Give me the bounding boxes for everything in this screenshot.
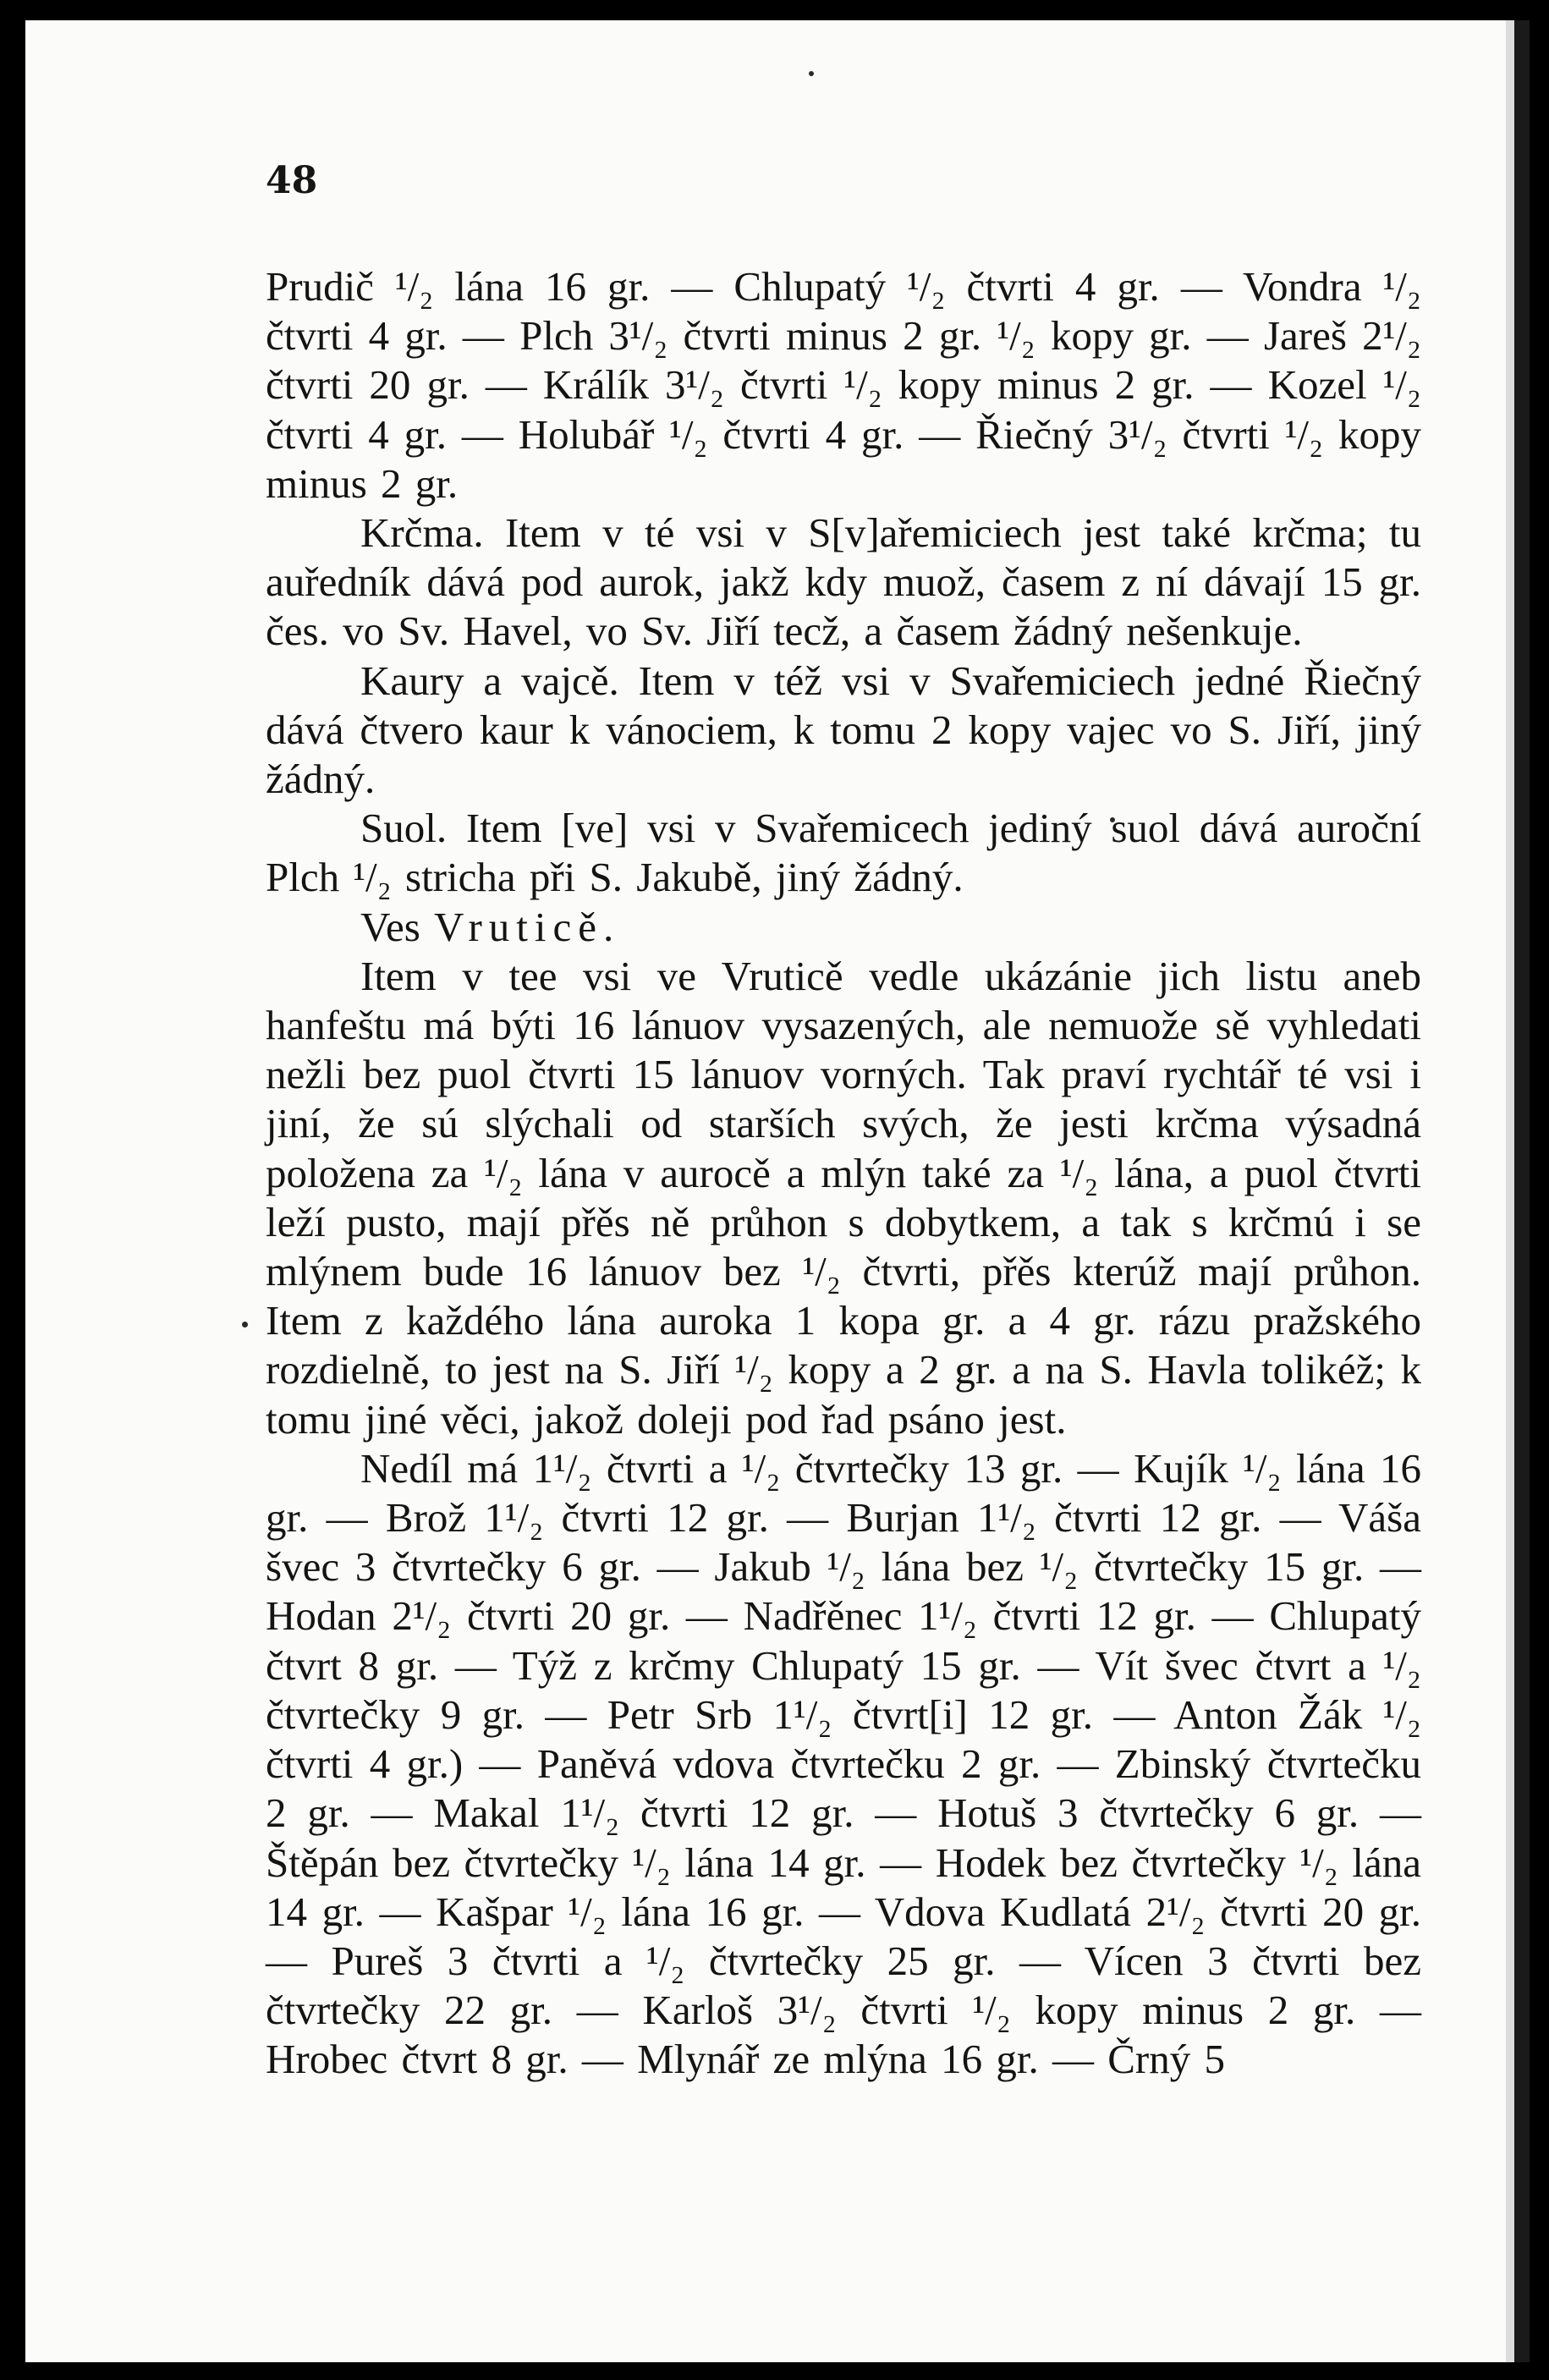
paragraph-vrutice-description: Item v tee vsi ve Vruticě vedle ukázánie jich listu aneb hanfeštu má býti 16 lánuov vysazených, ale nemuože sě vyhledati nežli bez puol čtvrti 15 lánuov vorných. Tak praví rychtář té vsi i jiní, že sú slýchali od starších svých, že jesti krčma výsadná položena za ¹/₂ lána v aurocě a mlýn také za ¹/₂ lána, a puol čtvrti leží pusto, mají přěs ně průhon s dobytkem, a tak s krčmú i se mlýnem bude 16 lánuov bez ¹/₂ čtvrti, přěs kterúž mají průhon. Item z každého lána auroka 1 kopa gr. a 4 gr. rázu pražského rozdielně, to jest na S. Jiří ¹/₂ kopy a 2 gr. a na S. Havla tolikéž; k tomu jiné věci, jakož doleji pod řad psáno jest. <box>266 952 1421 1443</box>
print-speck <box>242 1322 248 1327</box>
page-edge-shadow <box>1506 20 1514 2362</box>
print-speck <box>809 71 814 76</box>
paragraph-tenants-list: Prudič ¹/₂ lána 16 gr. — Chlupatý ¹/₂ čtvrti 4 gr. — Vondra ¹/₂ čtvrti 4 gr. — Plch 3¹/₂ čtvrti minus 2 gr. ¹/₂ kopy gr. — Jareš 2¹/₂ čtvrti 20 gr. — Králík 3¹/₂ čtvrti ¹/₂ kopy minus 2 gr. — Kozel ¹/₂ čtvrti 4 gr. — Holubář ¹/₂ čtvrti 4 gr. — Řiečný 3¹/₂ čtvrti ¹/₂ kopy minus 2 gr. <box>266 263 1421 507</box>
section-heading-place: Vruticě. <box>434 903 621 950</box>
paragraph-krcma: Krčma. Item v té vsi v S[v]ařemiciech jest také krčma; tu auředník dává pod aurok, jakž kdy muož, časem z ní dávají 15 gr. čes. vo Sv. Havel, vo Sv. Jiří tecž, a časem žádný nešenkuje. <box>266 509 1421 655</box>
page-body <box>266 262 1421 2085</box>
page-edge-border <box>1514 20 1530 2362</box>
book-page <box>25 20 1530 2362</box>
paragraph-kaury: Kaury a vajcě. Item v též vsi v Svařemiciech jedné Řiečný dává čtvero kaur k vánociem, k tomu 2 kopy vajec vo S. Jiří, jiný žádný. <box>266 657 1421 803</box>
paragraph-suol: Suol. Item [ve] vsi v Svařemicech jediný suol dává auroční Plch ¹/₂ stricha při S. Jakubě, jiný žádný. <box>266 805 1421 901</box>
section-heading-prefix: Ves <box>360 903 435 950</box>
paragraph-nedil-list: Nedíl má 1¹/₂ čtvrti a ¹/₂ čtvrtečky 13 gr. — Kujík ¹/₂ lána 16 gr. — Brož 1¹/₂ čtvrti 12 gr. — Burjan 1¹/₂ čtvrti 12 gr. — Váša švec 3 čtvrtečky 6 gr. — Jakub ¹/₂ lána bez ¹/₂ čtvrtečky 15 gr. — Hodan 2¹/₂ čtvrti 20 gr. — Nadřěnec 1¹/₂ čtvrti 12 gr. — Chlupatý čtvrt 8 gr. — Týž z krčmy Chlupatý 15 gr. — Vít švec čtvrt a ¹/₂ čtvrtečky 9 gr. — Petr Srb 1¹/₂ čtvrt[i] 12 gr. — Anton Žák ¹/₂ čtvrti 4 gr.) — Paněvá vdova čtvrtečku 2 gr. — Zbinský čtvrtečku 2 gr. — Makal 1¹/₂ čtvrti 12 gr. — Hotuš 3 čtvrtečky 6 gr. — Štěpán bez čtvrtečky ¹/₂ lána 14 gr. — Hodek bez čtvrtečky ¹/₂ lána 14 gr. — Kašpar ¹/₂ lána 16 gr. — Vdova Kudlatá 2¹/₂ čtvrti 20 gr. — Pureš 3 čtvrti a ¹/₂ čtvrtečky 25 gr. — Vícen 3 čtvrti bez čtvrtečky 22 gr. — Karloš 3¹/₂ čtvrti ¹/₂ kopy minus 2 gr. — Hrobec čtvrt 8 gr. — Mlynář ze mlýna 16 gr. — Črný 5 <box>266 1444 1421 2083</box>
page-number: 48 <box>266 159 318 202</box>
section-heading-vrutice <box>266 903 1421 952</box>
